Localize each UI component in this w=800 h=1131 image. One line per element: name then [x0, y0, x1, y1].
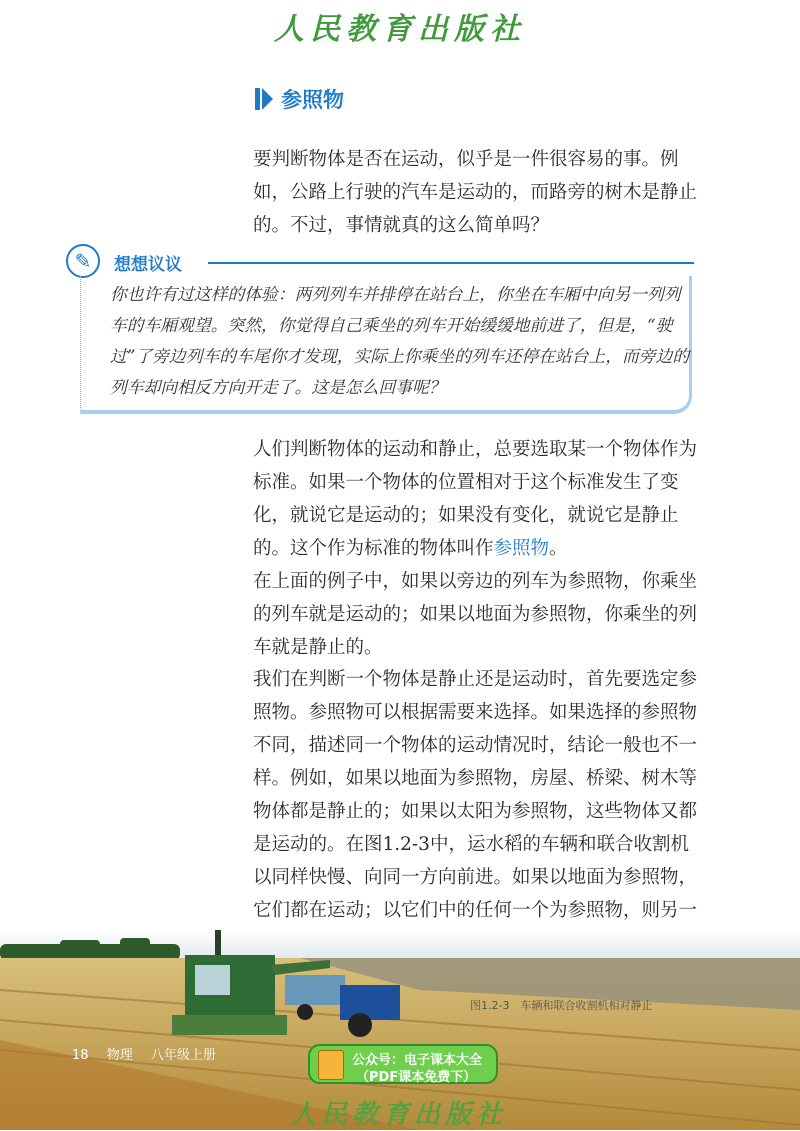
conclusion-text: 我们在判断一个物体是静止还是运动时，首先要选定参照物。参照物可以根据需要来选择。如果选择的参照物不同，描述同一个物体的运动情况时，结论一般也不一样。例如，如果以地面为参照物，房屋、桥梁、树木等物体都是静止的；如果以太阳为参照物，这些物体又都是运动的。在图1.2-3中，运水稻的车辆和联合收割机以同样快慢、向同一方向前进。如果以地面为参照物，它们都在运动；以它们中的任何一个为参照物，则另一: [253, 669, 698, 921]
discussion-rule: [208, 262, 694, 264]
discussion-text: 你也许有过这样的体验：两列列车并排停在站台上，你坐在车厢中向另一列列车的车厢观望。突然，你觉得自己乘坐的列车开始缓缓地前进了，但是，“驶过”了旁边列车的车尾你才发现，实际上你乘坐的列车还停在站台上，而旁边的列车却向相反方向开走了。这是怎么回事呢？: [110, 284, 690, 397]
subject-name: 物理: [106, 1048, 133, 1063]
badge-line1: 公众号：电子课本大全: [352, 1053, 483, 1068]
discussion-box: [66, 244, 694, 416]
discussion-icon: ✎: [66, 244, 100, 278]
section-heading: [255, 84, 344, 114]
section-title: 参照物: [281, 88, 344, 112]
figure-caption: 图1.2-3 车辆和联合收割机相对静止: [470, 999, 653, 1012]
paragraph-example: 在上面的例子中，如果以旁边的列车为参照物，你乘坐的列车就是运动的；如果以地面为参照物，你乘坐的列车就是静止的。: [253, 571, 698, 658]
section-marker-icon: [255, 88, 273, 110]
grade-name: 八年级上册: [150, 1048, 216, 1063]
book-icon: [318, 1050, 344, 1080]
definition-text: 人们判断物体的运动和静止，总要选取某一个物体作为标准。如果一个物体的位置相对于这个标准发生了变化，就说它是运动的；如果没有变化，就说它是静止的。这个作为标准的物体叫作: [253, 439, 698, 559]
term-reference-object: 参照物: [493, 538, 550, 559]
paragraph-conclusion: [253, 663, 701, 960]
publisher-logo-top: 人民教育出版社: [274, 12, 526, 47]
definition-end: 。: [549, 538, 568, 559]
page-number: 18: [72, 1048, 89, 1063]
discussion-heading: 想想议议: [114, 255, 182, 275]
wechat-badge: [308, 1044, 498, 1084]
badge-line2: （PDF课本免费下）: [356, 1070, 477, 1085]
paragraph-definition: [253, 433, 701, 565]
page-footer: [72, 1044, 230, 1063]
paragraph-intro: 要判断物体是否在运动，似乎是一件很容易的事。例如，公路上行驶的汽车是运动的，而路旁的树木是静止的。不过，事情就真的这么简单吗？: [253, 149, 698, 236]
publisher-logo-bottom: 人民教育出版社: [290, 1100, 508, 1130]
